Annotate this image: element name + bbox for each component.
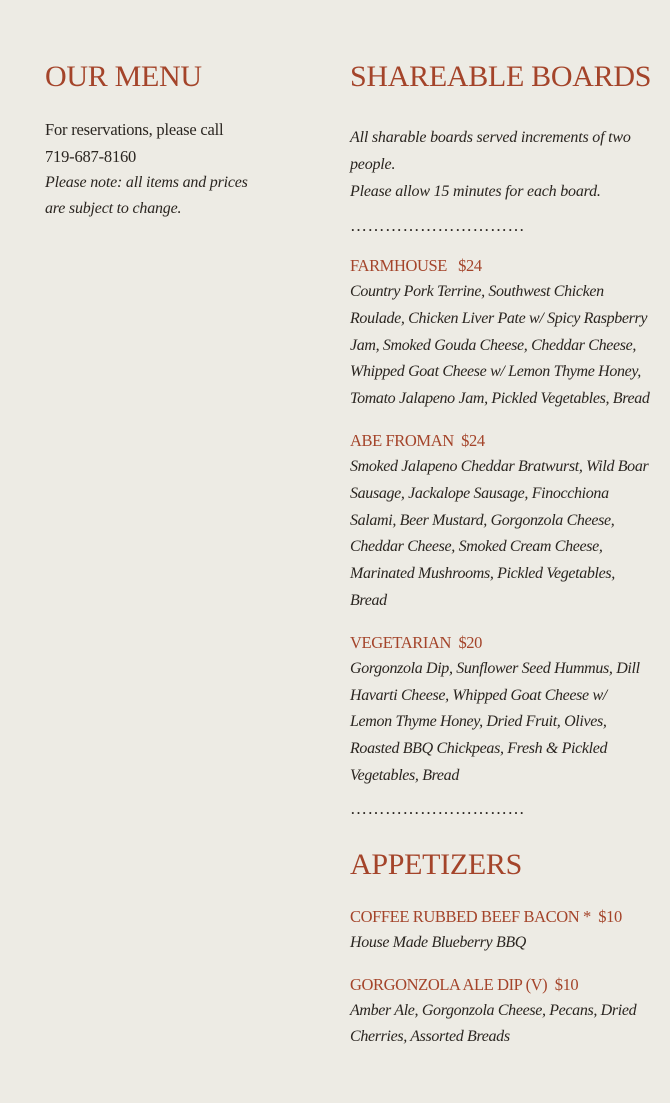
intro-line-2: Please allow 15 minutes for each board. — [350, 183, 601, 200]
menu-info-column — [45, 58, 260, 222]
menu-item-vegetarian — [350, 629, 650, 790]
menu-item-header: GORGONZOLA ALE DIP (V) $10 — [350, 974, 579, 994]
menu-item-header: COFFEE RUBBED BEEF BACON * $10 — [350, 906, 622, 926]
menu-item-coffee-bacon — [350, 903, 650, 957]
dotted-divider: ………………………… — [350, 798, 525, 818]
menu-item-description: Gorgonzola Dip, Sunflower Seed Hummus, Dill Havarti Cheese, Whipped Goat Cheese w/ Lemon Thyme Honey, Dried Fruit, Olives, Roasted BBQ Chickpeas, Fresh & Pickled Vegetables, Bread — [350, 659, 640, 784]
menu-item-header: VEGETARIAN $20 — [350, 632, 482, 652]
menu-item-description: Amber Ale, Gorgonzola Cheese, Pecans, Dried Cherries, Assorted Breads — [350, 1001, 637, 1046]
menu-item-description: Smoked Jalapeno Cheddar Bratwurst, Wild Boar Sausage, Jackalope Sausage, Finocchiona Salami, Beer Mustard, Gorgonzola Cheese, Cheddar Cheese, Smoked Cream Cheese, Marinated Mushrooms, Pickled Vegetables, Bread — [350, 457, 649, 609]
shareable-boards-intro — [350, 124, 650, 205]
menu-item-header: FARMHOUSE $24 — [350, 256, 482, 275]
dotted-divider: ………………………… — [350, 216, 525, 235]
phone-number[interactable]: 719-687-8160 — [45, 147, 137, 166]
menu-item-description: House Made Blueberry BBQ — [350, 933, 526, 951]
note-line-2: are subject to change. — [45, 200, 182, 217]
menu-item-header: ABE FROMAN $24 — [350, 430, 485, 450]
menu-title: OUR MENU — [45, 60, 202, 93]
menu-items-column — [350, 58, 650, 1051]
reservations-info — [45, 116, 260, 170]
intro-line-1: All sharable boards served increments of two people. — [350, 129, 631, 173]
menu-item-abe-froman — [350, 427, 650, 615]
shareable-boards-section — [350, 58, 650, 820]
shareable-boards-title: SHAREABLE BOARDS — [350, 60, 652, 93]
price-change-note — [45, 170, 260, 222]
reservations-text: For reservations, please call — [45, 120, 224, 139]
menu-item-farmhouse — [350, 252, 650, 413]
appetizers-section — [350, 846, 650, 1051]
appetizers-title: APPETIZERS — [350, 847, 523, 881]
menu-item-gorgonzola-dip — [350, 971, 650, 1052]
note-line-1: Please note: all items and prices — [45, 174, 248, 191]
menu-item-description: Country Pork Terrine, Southwest Chicken Roulade, Chicken Liver Pate w/ Spicy Raspberry Jam, Smoked Gouda Cheese, Cheddar Cheese, Whipped Goat Cheese w/ Lemon Thyme Honey, Tomato Jalapeno Jam, Pickled Vegetables, Bread — [350, 283, 650, 408]
